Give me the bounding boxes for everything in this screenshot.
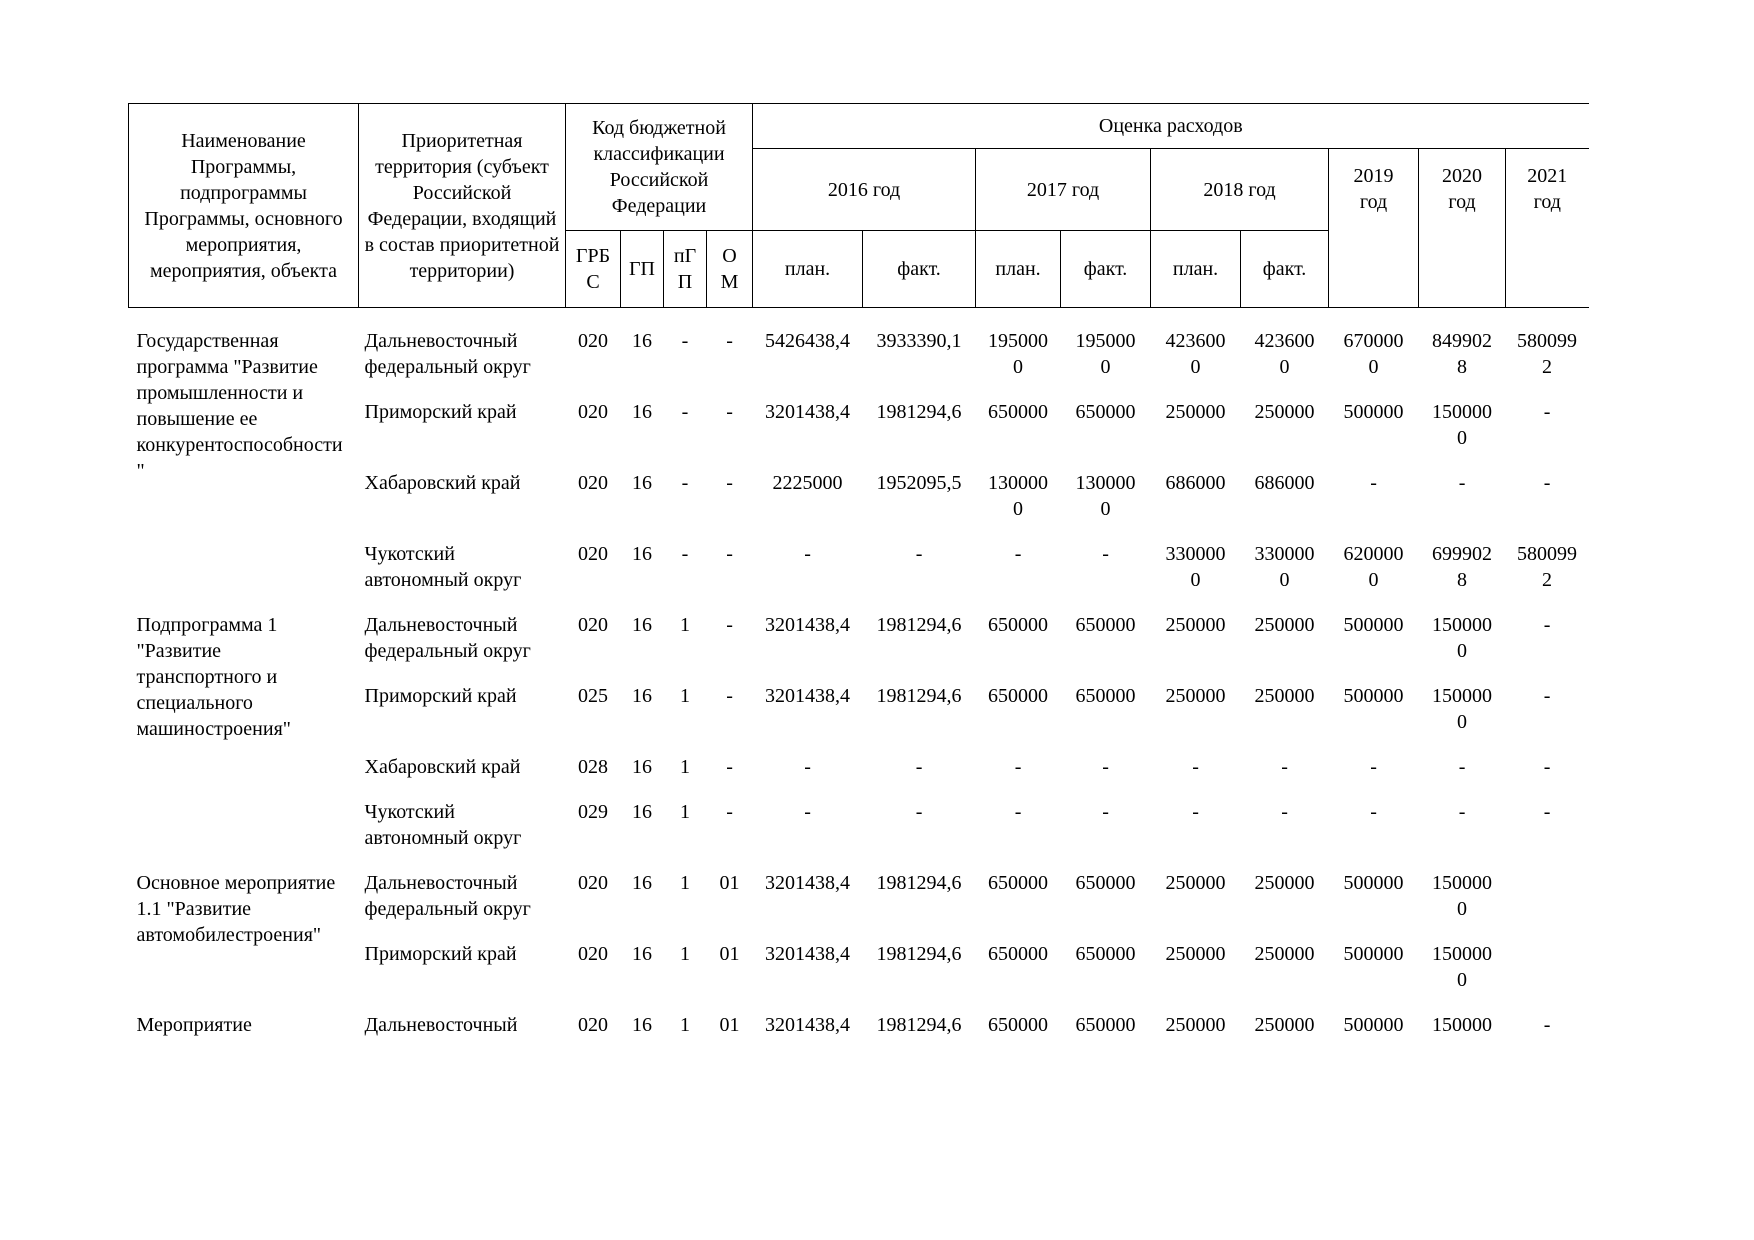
grbs-cell: 020 bbox=[578, 872, 608, 894]
value-2018-plan: 3300000 bbox=[1165, 543, 1226, 591]
value-2019: - bbox=[1370, 801, 1377, 823]
value-2016-fact: 1952095,5 bbox=[876, 472, 962, 494]
header-2016-plan: план. bbox=[753, 231, 863, 308]
program-name-cell: Основное мероприятие 1.1 "Развитие автомобилестроения" bbox=[136, 872, 336, 946]
om-cell: - bbox=[726, 614, 733, 636]
value-2016-plan: 3201438,4 bbox=[765, 1014, 851, 1036]
value-2016-fact: - bbox=[915, 756, 923, 778]
value-2018-fact: 250000 bbox=[1254, 401, 1315, 423]
value-2021: - bbox=[1543, 756, 1551, 778]
table-row bbox=[129, 1012, 1589, 1057]
grbs-cell: 020 bbox=[578, 543, 608, 565]
value-2017-plan: 650000 bbox=[988, 685, 1049, 707]
value-2018-fact: 250000 bbox=[1254, 685, 1315, 707]
value-2018-fact: - bbox=[1281, 756, 1288, 778]
value-2017-plan: 1950000 bbox=[988, 330, 1049, 378]
header-year-2021: 2021 год bbox=[1506, 149, 1589, 308]
om-cell: - bbox=[726, 543, 733, 565]
header-2018-plan: план. bbox=[1151, 231, 1241, 308]
value-2017-plan: - bbox=[1014, 543, 1022, 565]
header-priority-territory: Приоритетная территория (субъект Российской Федерации, входящий в состав приоритетной территории) bbox=[359, 104, 566, 308]
value-2019: 500000 bbox=[1343, 943, 1404, 965]
value-2016-fact: - bbox=[915, 543, 923, 565]
value-2018-plan: - bbox=[1192, 756, 1199, 778]
pgp-cell: - bbox=[681, 543, 689, 565]
value-2019: - bbox=[1370, 472, 1377, 494]
value-2016-plan: 3201438,4 bbox=[765, 614, 851, 636]
value-2021: 5800992 bbox=[1517, 543, 1578, 591]
value-2018-fact: 250000 bbox=[1254, 943, 1315, 965]
value-2019: 500000 bbox=[1343, 614, 1404, 636]
value-2018-plan: 686000 bbox=[1165, 472, 1226, 494]
value-2017-fact: 650000 bbox=[1075, 614, 1136, 636]
header-2017-plan: план. bbox=[976, 231, 1061, 308]
value-2019: 500000 bbox=[1343, 1014, 1404, 1036]
value-2017-fact: 1950000 bbox=[1075, 330, 1136, 378]
value-2020: - bbox=[1458, 756, 1466, 778]
value-2019: 500000 bbox=[1343, 685, 1404, 707]
territory-cell: Хабаровский край bbox=[364, 756, 521, 778]
territory-cell: Приморский край bbox=[364, 943, 517, 965]
territory-cell: Дальневосточный федеральный округ bbox=[364, 614, 531, 662]
value-2021: - bbox=[1543, 685, 1551, 707]
gp-cell: 16 bbox=[632, 801, 652, 823]
value-2017-plan: 1300000 bbox=[988, 472, 1049, 520]
value-2018-fact: 3300000 bbox=[1254, 543, 1315, 591]
header-2016-fact: факт. bbox=[863, 231, 976, 308]
value-2016-plan: 3201438,4 bbox=[765, 401, 851, 423]
header-2018-fact: факт. bbox=[1241, 231, 1329, 308]
value-2018-plan: 250000 bbox=[1165, 943, 1226, 965]
pgp-cell: 1 bbox=[680, 756, 690, 778]
grbs-cell: 020 bbox=[578, 943, 608, 965]
value-2020: 150000 bbox=[1432, 1014, 1493, 1036]
value-2021 bbox=[1506, 870, 1589, 941]
header-budget-code: Код бюджетной классификации Российской Федерации bbox=[566, 104, 753, 231]
value-2016-fact: 1981294,6 bbox=[876, 1014, 962, 1036]
om-cell: - bbox=[726, 330, 733, 352]
table-row bbox=[129, 308, 1589, 400]
grbs-cell: 029 bbox=[578, 801, 608, 823]
value-2017-plan: 650000 bbox=[988, 401, 1049, 423]
header-year-2018: 2018 год bbox=[1151, 149, 1329, 231]
value-2018-plan: 4236000 bbox=[1165, 330, 1226, 378]
gp-cell: 16 bbox=[632, 756, 652, 778]
pgp-cell: - bbox=[681, 401, 689, 423]
value-2016-fact: 1981294,6 bbox=[876, 685, 962, 707]
value-2016-fact: 1981294,6 bbox=[876, 401, 962, 423]
pgp-cell: 1 bbox=[680, 1014, 690, 1036]
value-2020: 1500000 bbox=[1432, 872, 1493, 920]
value-2021: - bbox=[1543, 1014, 1551, 1036]
value-2020: 1500000 bbox=[1432, 685, 1493, 733]
value-2021: - bbox=[1543, 614, 1551, 636]
header-grbs: ГРБС bbox=[566, 231, 621, 308]
om-cell: - bbox=[726, 685, 733, 707]
value-2017-plan: 650000 bbox=[988, 872, 1049, 894]
header-year-2020: 2020 год bbox=[1419, 149, 1506, 308]
value-2017-plan: 650000 bbox=[988, 1014, 1049, 1036]
header-year-2017: 2017 год bbox=[976, 149, 1151, 231]
grbs-cell: 020 bbox=[578, 614, 608, 636]
om-cell: - bbox=[726, 756, 733, 778]
value-2017-fact: 650000 bbox=[1075, 1014, 1136, 1036]
table-row bbox=[129, 870, 1589, 941]
value-2019: 500000 bbox=[1343, 872, 1404, 894]
value-2016-fact: - bbox=[915, 801, 923, 823]
value-2019: - bbox=[1370, 756, 1377, 778]
gp-cell: 16 bbox=[632, 330, 652, 352]
value-2019: 6700000 bbox=[1343, 330, 1404, 378]
value-2017-fact: 1300000 bbox=[1075, 472, 1136, 520]
value-2017-fact: - bbox=[1102, 756, 1109, 778]
value-2021: - bbox=[1543, 801, 1551, 823]
grbs-cell: 020 bbox=[578, 330, 608, 352]
header-year-2019: 2019 год bbox=[1329, 149, 1419, 308]
gp-cell: 16 bbox=[632, 472, 652, 494]
budget-table bbox=[128, 103, 1589, 1057]
value-2021 bbox=[1506, 941, 1589, 1012]
om-cell: 01 bbox=[719, 1014, 740, 1036]
value-2021: 5800992 bbox=[1517, 330, 1578, 378]
value-2016-plan: 2225000 bbox=[772, 472, 843, 494]
territory-cell: Чукотский автономный округ bbox=[364, 801, 522, 849]
pgp-cell: 1 bbox=[680, 614, 690, 636]
table-row bbox=[129, 612, 1589, 683]
om-cell: - bbox=[726, 401, 733, 423]
value-2018-fact: - bbox=[1281, 801, 1288, 823]
value-2017-plan: 650000 bbox=[988, 943, 1049, 965]
program-name-cell: Мероприятие bbox=[136, 1014, 252, 1036]
program-name-cell: Государственная программа "Развитие промышленности и повышение ее конкурентоспособности" bbox=[136, 330, 343, 482]
grbs-cell: 020 bbox=[578, 1014, 608, 1036]
gp-cell: 16 bbox=[632, 943, 652, 965]
value-2020: 1500000 bbox=[1432, 614, 1493, 662]
header-2017-fact: факт. bbox=[1061, 231, 1151, 308]
value-2017-plan: - bbox=[1014, 801, 1022, 823]
pgp-cell: 1 bbox=[680, 801, 690, 823]
value-2020: - bbox=[1458, 472, 1466, 494]
program-name-cell: Подпрограмма 1 "Развитие транспортного и специального машиностроения" bbox=[136, 614, 291, 740]
value-2017-fact: 650000 bbox=[1075, 685, 1136, 707]
value-2018-plan: 250000 bbox=[1165, 401, 1226, 423]
value-2020: 8499028 bbox=[1432, 330, 1493, 378]
territory-cell: Приморский край bbox=[364, 685, 517, 707]
value-2016-plan: 5426438,4 bbox=[765, 330, 851, 352]
value-2018-plan: - bbox=[1192, 801, 1199, 823]
header-year-2016: 2016 год bbox=[753, 149, 976, 231]
header-expense-estimate: Оценка расходов bbox=[753, 104, 1589, 149]
pgp-cell: - bbox=[681, 472, 689, 494]
territory-cell: Дальневосточный федеральный округ bbox=[364, 872, 531, 920]
value-2020: 6999028 bbox=[1432, 543, 1493, 591]
grbs-cell: 028 bbox=[578, 756, 608, 778]
pgp-cell: 1 bbox=[680, 943, 690, 965]
value-2018-fact: 250000 bbox=[1254, 872, 1315, 894]
header-pgp: пГП bbox=[664, 231, 707, 308]
value-2017-fact: - bbox=[1102, 801, 1109, 823]
value-2018-plan: 250000 bbox=[1165, 1014, 1226, 1036]
pgp-cell: 1 bbox=[680, 872, 690, 894]
value-2017-fact: 650000 bbox=[1075, 401, 1136, 423]
value-2018-plan: 250000 bbox=[1165, 685, 1226, 707]
value-2018-fact: 4236000 bbox=[1254, 330, 1315, 378]
value-2016-plan: 3201438,4 bbox=[765, 872, 851, 894]
value-2016-plan: - bbox=[804, 543, 811, 565]
grbs-cell: 025 bbox=[578, 685, 608, 707]
om-cell: - bbox=[726, 801, 733, 823]
om-cell: 01 bbox=[719, 943, 740, 965]
value-2020: 1500000 bbox=[1432, 943, 1493, 991]
value-2016-plan: - bbox=[804, 756, 811, 778]
territory-cell: Приморский край bbox=[364, 401, 517, 423]
value-2018-plan: 250000 bbox=[1165, 614, 1226, 636]
gp-cell: 16 bbox=[632, 614, 652, 636]
value-2016-fact: 1981294,6 bbox=[876, 614, 962, 636]
value-2018-plan: 250000 bbox=[1165, 872, 1226, 894]
header-gp: ГП bbox=[621, 231, 664, 308]
territory-cell: Дальневосточный федеральный округ bbox=[364, 330, 531, 378]
gp-cell: 16 bbox=[632, 401, 652, 423]
value-2017-plan: 650000 bbox=[988, 614, 1049, 636]
om-cell: - bbox=[726, 472, 733, 494]
value-2016-fact: 1981294,6 bbox=[876, 943, 962, 965]
value-2018-fact: 686000 bbox=[1254, 472, 1315, 494]
value-2016-plan: 3201438,4 bbox=[765, 943, 851, 965]
grbs-cell: 020 bbox=[578, 401, 608, 423]
value-2017-fact: 650000 bbox=[1075, 872, 1136, 894]
value-2019: 6200000 bbox=[1343, 543, 1404, 591]
value-2021: - bbox=[1543, 401, 1551, 423]
pgp-cell: - bbox=[681, 330, 689, 352]
value-2019: 500000 bbox=[1343, 401, 1404, 423]
territory-cell: Чукотский автономный округ bbox=[364, 543, 522, 591]
territory-cell: Дальневосточный bbox=[364, 1014, 518, 1036]
value-2016-plan: 3201438,4 bbox=[765, 685, 851, 707]
value-2020: - bbox=[1458, 801, 1466, 823]
value-2017-plan: - bbox=[1014, 756, 1022, 778]
value-2018-fact: 250000 bbox=[1254, 614, 1315, 636]
value-2020: 1500000 bbox=[1432, 401, 1493, 449]
om-cell: 01 bbox=[719, 872, 740, 894]
grbs-cell: 020 bbox=[578, 472, 608, 494]
value-2016-fact: 1981294,6 bbox=[876, 872, 962, 894]
gp-cell: 16 bbox=[632, 1014, 652, 1036]
value-2017-fact: - bbox=[1102, 543, 1109, 565]
value-2016-plan: - bbox=[804, 801, 811, 823]
pgp-cell: 1 bbox=[680, 685, 690, 707]
territory-cell: Хабаровский край bbox=[364, 472, 521, 494]
value-2018-fact: 250000 bbox=[1254, 1014, 1315, 1036]
header-program-name: Наименование Программы, подпрограммы Программы, основного мероприятия, мероприятия, объекта bbox=[129, 104, 359, 308]
gp-cell: 16 bbox=[632, 685, 652, 707]
gp-cell: 16 bbox=[632, 543, 652, 565]
gp-cell: 16 bbox=[632, 872, 652, 894]
header-om: ОМ bbox=[707, 231, 753, 308]
value-2017-fact: 650000 bbox=[1075, 943, 1136, 965]
value-2021: - bbox=[1543, 472, 1551, 494]
value-2016-fact: 3933390,1 bbox=[876, 330, 962, 352]
